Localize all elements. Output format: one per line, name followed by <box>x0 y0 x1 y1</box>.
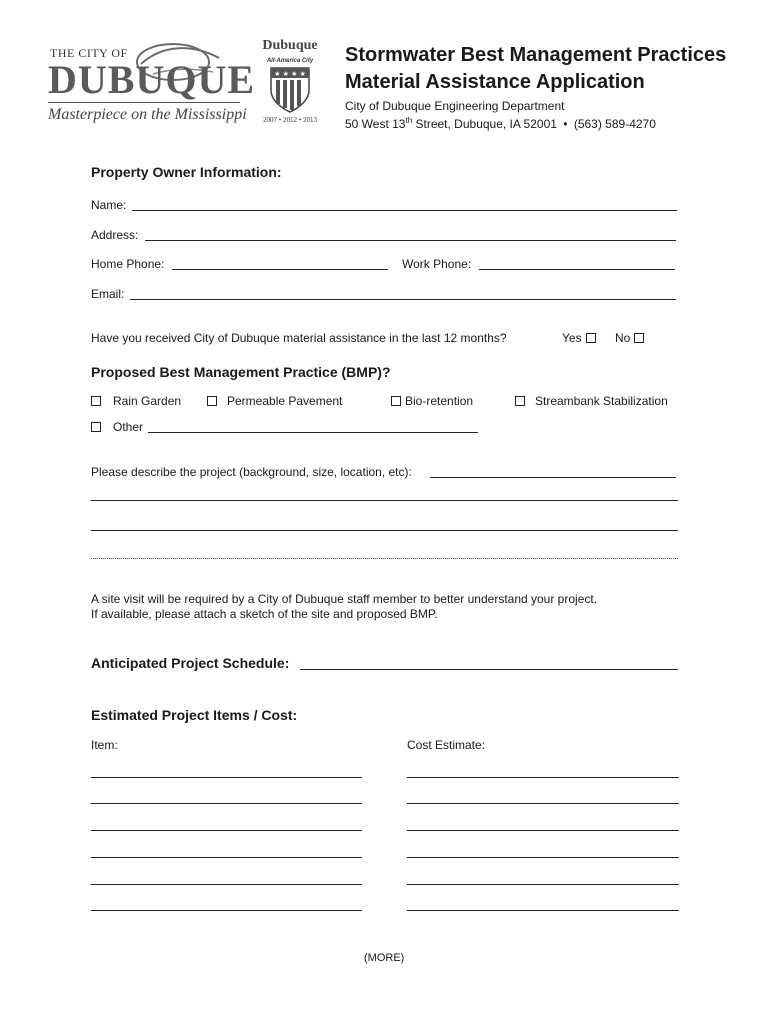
item-field-3[interactable] <box>91 830 362 831</box>
streambank-checkbox[interactable] <box>515 396 525 406</box>
schedule-field[interactable] <box>300 669 678 670</box>
site-visit-line2: If available, please attach a sketch of the site and proposed BMP. <box>91 607 438 621</box>
yes-checkbox[interactable] <box>586 333 596 343</box>
address-street: 50 West 13 <box>345 117 406 131</box>
address-field[interactable] <box>145 240 676 241</box>
item-field-4[interactable] <box>91 857 362 858</box>
bio-retention-checkbox[interactable] <box>391 396 401 406</box>
bmp-option-permeable-pavement[interactable] <box>203 394 342 408</box>
item-field-1[interactable] <box>91 777 362 778</box>
badge-name: Dubuque <box>262 38 318 53</box>
cost-field-3[interactable] <box>407 830 679 831</box>
more-indicator: (MORE) <box>364 952 405 964</box>
assistance-question: Have you received City of Dubuque material assistance in the last 12 months? <box>91 331 507 345</box>
item-field-6[interactable] <box>91 910 362 911</box>
bmp-option-other[interactable] <box>87 420 143 434</box>
bmp-option-streambank-stabilization[interactable] <box>511 394 668 408</box>
bmp-option-bio-retention[interactable] <box>387 394 473 408</box>
address-city: Street, Dubuque, IA 52001 <box>412 117 557 131</box>
work-phone-label: Work Phone: <box>402 257 472 271</box>
item-field-2[interactable] <box>91 803 362 804</box>
name-label: Name: <box>91 198 127 212</box>
streambank-label: Streambank Stabilization <box>535 394 668 408</box>
department-address <box>345 116 656 131</box>
rain-garden-checkbox[interactable] <box>91 396 101 406</box>
no-label: No <box>615 331 631 345</box>
item-label: Item: <box>91 738 118 752</box>
cost-field-6[interactable] <box>407 910 679 911</box>
cost-field-1[interactable] <box>407 777 679 778</box>
other-label: Other <box>113 420 144 434</box>
other-checkbox[interactable] <box>91 422 101 432</box>
name-field[interactable] <box>132 210 677 211</box>
describe-label: Please describe the project (background, size, location, etc): <box>91 465 412 479</box>
form-title-line2: Material Assistance Application <box>345 71 645 93</box>
cost-field-4[interactable] <box>407 857 679 858</box>
cost-field-5[interactable] <box>407 884 679 885</box>
yes-option[interactable] <box>562 331 600 345</box>
cost-field-2[interactable] <box>407 803 679 804</box>
email-field[interactable] <box>130 299 676 300</box>
bullet-separator: • <box>563 117 568 131</box>
rain-garden-label: Rain Garden <box>113 394 182 408</box>
department-name: City of Dubuque Engineering Department <box>345 99 565 113</box>
describe-field-3[interactable] <box>91 530 678 531</box>
site-visit-line1: A site visit will be required by a City of Dubuque staff member to better understand your project. <box>91 592 598 606</box>
bio-retention-label: Bio-retention <box>405 394 474 408</box>
badge-banner: All-America City <box>266 58 314 64</box>
logo-underline <box>48 102 240 103</box>
work-phone-field[interactable] <box>479 269 675 270</box>
email-label: Email: <box>91 287 125 301</box>
no-checkbox[interactable] <box>634 333 644 343</box>
item-field-5[interactable] <box>91 884 362 885</box>
department-phone: (563) 589-4270 <box>573 117 656 131</box>
describe-field-4[interactable] <box>91 558 678 559</box>
other-field[interactable] <box>148 432 478 433</box>
logo-tagline: Masterpiece on the Mississippi <box>48 106 247 123</box>
shield-icon <box>269 66 311 119</box>
all-america-city-badge <box>259 38 321 130</box>
home-phone-label: Home Phone: <box>91 257 165 271</box>
bmp-option-rain-garden[interactable] <box>87 394 181 408</box>
home-phone-field[interactable] <box>172 269 388 270</box>
bmp-heading: Proposed Best Management Practice (BMP)? <box>91 364 391 380</box>
schedule-heading: Anticipated Project Schedule: <box>91 655 290 671</box>
describe-field-1[interactable] <box>430 477 676 478</box>
permeable-pavement-label: Permeable Pavement <box>227 394 343 408</box>
address-label: Address: <box>91 228 139 242</box>
logo-city-of: THE CITY OF <box>50 46 128 60</box>
badge-years: 2007 • 2012 • 2013 <box>263 116 317 124</box>
city-logo <box>48 38 256 130</box>
describe-field-2[interactable] <box>91 500 678 501</box>
permeable-pavement-checkbox[interactable] <box>207 396 217 406</box>
no-option[interactable] <box>615 331 648 345</box>
form-title-line1: Stormwater Best Management Practices <box>345 44 727 66</box>
estimate-heading: Estimated Project Items / Cost: <box>91 707 298 723</box>
logo-dubuque: DUBUQUE <box>48 57 256 102</box>
yes-label: Yes <box>562 331 582 345</box>
address-suffix: th <box>405 116 413 125</box>
svg-text:★ ★ ★ ★: ★ ★ ★ ★ <box>274 70 306 78</box>
owner-heading: Property Owner Information: <box>91 164 282 180</box>
cost-label: Cost Estimate: <box>407 738 486 752</box>
